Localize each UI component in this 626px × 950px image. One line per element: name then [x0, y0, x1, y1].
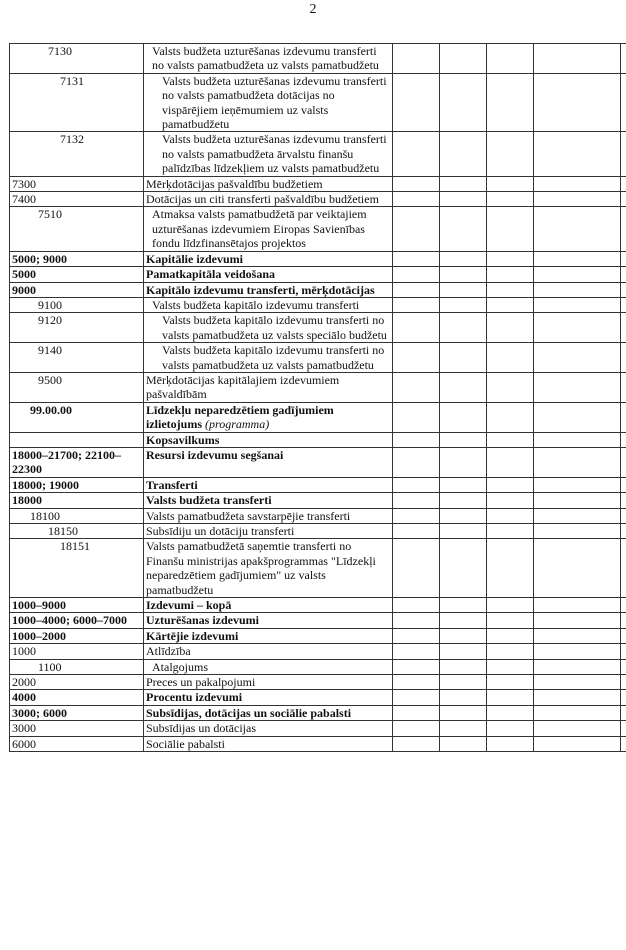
- value-cell-4: [534, 613, 621, 628]
- row-description-text: Atmaksa valsts pamatbudžetā par veiktajiem uzturēšanas izdevumiem Eiropas Savienības fondu līdzfinansētajos projektos: [152, 207, 367, 251]
- table-row: [10, 192, 626, 207]
- table-row: [10, 675, 626, 690]
- row-code: 9120: [10, 313, 144, 343]
- row-description: [144, 132, 393, 176]
- value-cell-1: [393, 690, 440, 705]
- value-cell-4: [534, 267, 621, 282]
- value-cell-2: [440, 297, 487, 312]
- value-cell-5: [621, 721, 626, 736]
- value-cell-4: [534, 432, 621, 447]
- value-cell-1: [393, 644, 440, 659]
- value-cell-1: [393, 628, 440, 643]
- value-cell-5: [621, 192, 626, 207]
- value-cell-1: [393, 705, 440, 720]
- value-cell-4: [534, 282, 621, 297]
- value-cell-5: [621, 736, 626, 751]
- row-code: 7131: [10, 73, 144, 132]
- table-row: [10, 721, 626, 736]
- row-description-text: Kārtējie izdevumi: [146, 628, 239, 643]
- value-cell-1: [393, 251, 440, 266]
- row-description-text: Subsīdijas, dotācijas un sociālie pabalsti: [146, 705, 352, 720]
- value-cell-3: [487, 598, 534, 613]
- table-body: [10, 44, 626, 752]
- row-description-text: Valsts budžeta uzturēšanas izdevumu transferti no valsts pamatbudžeta ārvalstu finanšu palīdzības līdzekļiem uz valsts pamatbudžetu: [162, 132, 387, 176]
- table-row: [10, 628, 626, 643]
- budget-classification-table: [9, 43, 626, 752]
- value-cell-1: [393, 207, 440, 251]
- value-cell-5: [621, 297, 626, 312]
- value-cell-3: [487, 690, 534, 705]
- row-description-text: Izdevumi – kopā: [146, 598, 232, 613]
- value-cell-1: [393, 721, 440, 736]
- table-row: [10, 644, 626, 659]
- value-cell-4: [534, 44, 621, 74]
- value-cell-2: [440, 659, 487, 674]
- table-row: [10, 207, 626, 251]
- row-description-text: Valsts budžeta kapitālo izdevumu transferti no valsts pamatbudžeta uz valsts speciālo budžetu: [162, 313, 387, 342]
- row-code: 7132: [10, 132, 144, 176]
- row-description-text: Kapitālo izdevumu transferti, mērķdotācijas: [146, 282, 375, 297]
- table-row: [10, 613, 626, 628]
- row-description: [144, 721, 393, 736]
- row-code: 2000: [10, 675, 144, 690]
- value-cell-2: [440, 721, 487, 736]
- table-row: [10, 402, 626, 432]
- row-code: 18000–21700; 22100–22300: [10, 447, 144, 477]
- value-cell-4: [534, 539, 621, 598]
- value-cell-2: [440, 402, 487, 432]
- value-cell-5: [621, 313, 626, 343]
- row-description: [144, 251, 393, 266]
- value-cell-3: [487, 644, 534, 659]
- table-row: [10, 659, 626, 674]
- table-row: [10, 690, 626, 705]
- row-code: 18000; 19000: [10, 477, 144, 492]
- row-description-text: Valsts pamatbudžeta savstarpējie transferti: [146, 508, 351, 523]
- row-description: [144, 493, 393, 508]
- table-row: [10, 477, 626, 492]
- row-description: [144, 628, 393, 643]
- row-code: [10, 432, 144, 447]
- value-cell-2: [440, 628, 487, 643]
- table-row: [10, 372, 626, 402]
- row-code: 7300: [10, 176, 144, 191]
- value-cell-1: [393, 447, 440, 477]
- value-cell-4: [534, 628, 621, 643]
- row-description: [144, 613, 393, 628]
- value-cell-2: [440, 73, 487, 132]
- row-description-text: Subsīdijas un dotācijas: [146, 721, 256, 736]
- value-cell-4: [534, 402, 621, 432]
- value-cell-5: [621, 690, 626, 705]
- row-description-note: (programma): [205, 417, 270, 432]
- row-description-text: Līdzekļu neparedzētiem gadījumiem izlietojums: [146, 402, 334, 432]
- value-cell-5: [621, 524, 626, 539]
- value-cell-2: [440, 176, 487, 191]
- row-description-text: Mērķdotācijas kapitālajiem izdevumiem pašvaldībām: [146, 372, 340, 402]
- value-cell-2: [440, 207, 487, 251]
- row-code: 3000; 6000: [10, 705, 144, 720]
- value-cell-2: [440, 132, 487, 176]
- row-code: 4000: [10, 690, 144, 705]
- row-description: [144, 267, 393, 282]
- value-cell-4: [534, 251, 621, 266]
- table-row: [10, 493, 626, 508]
- value-cell-4: [534, 132, 621, 176]
- value-cell-5: [621, 176, 626, 191]
- value-cell-3: [487, 613, 534, 628]
- row-description: [144, 477, 393, 492]
- value-cell-3: [487, 493, 534, 508]
- value-cell-2: [440, 343, 487, 373]
- row-description: [144, 402, 393, 432]
- row-description: [144, 644, 393, 659]
- value-cell-3: [487, 524, 534, 539]
- row-description: [144, 343, 393, 373]
- value-cell-1: [393, 493, 440, 508]
- row-description-text: Valsts budžeta kapitālo izdevumu transferti no valsts pamatbudžeta uz valsts pamatbudžetu: [162, 343, 385, 372]
- value-cell-2: [440, 432, 487, 447]
- value-cell-3: [487, 721, 534, 736]
- value-cell-1: [393, 372, 440, 402]
- value-cell-3: [487, 192, 534, 207]
- row-code: 7130: [10, 44, 144, 74]
- row-code: 5000: [10, 267, 144, 282]
- row-description-text: Procentu izdevumi: [146, 690, 243, 705]
- row-description-text: Valsts budžeta transferti: [146, 493, 272, 508]
- table-row: [10, 705, 626, 720]
- value-cell-4: [534, 736, 621, 751]
- value-cell-2: [440, 44, 487, 74]
- row-description-text: Pamatkapitāla veidošana: [146, 267, 276, 282]
- value-cell-2: [440, 372, 487, 402]
- row-description: [144, 705, 393, 720]
- value-cell-1: [393, 73, 440, 132]
- table-row: [10, 447, 626, 477]
- value-cell-2: [440, 447, 487, 477]
- row-code: 1000–4000; 6000–7000: [10, 613, 144, 628]
- value-cell-4: [534, 313, 621, 343]
- row-description: [144, 736, 393, 751]
- row-code: 1000: [10, 644, 144, 659]
- row-code: 18100: [10, 508, 144, 523]
- value-cell-5: [621, 343, 626, 373]
- row-code: 9140: [10, 343, 144, 373]
- value-cell-5: [621, 613, 626, 628]
- table-row: [10, 736, 626, 751]
- value-cell-3: [487, 372, 534, 402]
- value-cell-1: [393, 524, 440, 539]
- row-code: 6000: [10, 736, 144, 751]
- page-number: 2: [309, 2, 317, 17]
- row-description-text: Kopsavilkums: [146, 432, 220, 447]
- value-cell-2: [440, 313, 487, 343]
- row-description: [144, 207, 393, 251]
- row-code: 9000: [10, 282, 144, 297]
- row-description: [144, 44, 393, 74]
- value-cell-3: [487, 705, 534, 720]
- value-cell-2: [440, 267, 487, 282]
- row-description: [144, 690, 393, 705]
- value-cell-3: [487, 343, 534, 373]
- value-cell-2: [440, 675, 487, 690]
- value-cell-2: [440, 539, 487, 598]
- row-description-text: Resursi izdevumu segšanai: [146, 447, 284, 462]
- value-cell-3: [487, 251, 534, 266]
- value-cell-3: [487, 282, 534, 297]
- value-cell-1: [393, 402, 440, 432]
- value-cell-3: [487, 73, 534, 132]
- value-cell-5: [621, 659, 626, 674]
- table-row: [10, 297, 626, 312]
- value-cell-5: [621, 675, 626, 690]
- value-cell-3: [487, 432, 534, 447]
- value-cell-2: [440, 282, 487, 297]
- value-cell-4: [534, 343, 621, 373]
- table-row: [10, 132, 626, 176]
- value-cell-4: [534, 508, 621, 523]
- value-cell-5: [621, 447, 626, 477]
- value-cell-2: [440, 690, 487, 705]
- table-row: [10, 282, 626, 297]
- table-row: [10, 524, 626, 539]
- row-description: [144, 447, 393, 477]
- row-description: [144, 192, 393, 207]
- row-description: [144, 297, 393, 312]
- value-cell-3: [487, 207, 534, 251]
- table-row: [10, 539, 626, 598]
- value-cell-1: [393, 297, 440, 312]
- row-code: 7510: [10, 207, 144, 251]
- value-cell-5: [621, 539, 626, 598]
- value-cell-3: [487, 628, 534, 643]
- row-code: 5000; 9000: [10, 251, 144, 266]
- row-code: 1000–9000: [10, 598, 144, 613]
- value-cell-5: [621, 628, 626, 643]
- value-cell-4: [534, 192, 621, 207]
- value-cell-3: [487, 539, 534, 598]
- row-description-text: Valsts budžeta uzturēšanas izdevumu transferti no valsts pamatbudžeta dotācijas no vispārējiem ieņēmumiem uz valsts pamatbudžetu: [162, 73, 387, 132]
- table-row: [10, 432, 626, 447]
- value-cell-1: [393, 736, 440, 751]
- value-cell-4: [534, 524, 621, 539]
- value-cell-5: [621, 432, 626, 447]
- row-description: [144, 524, 393, 539]
- value-cell-4: [534, 705, 621, 720]
- value-cell-5: [621, 598, 626, 613]
- row-description: [144, 539, 393, 598]
- row-description-text: Sociālie pabalsti: [146, 736, 225, 751]
- row-code: 18150: [10, 524, 144, 539]
- value-cell-4: [534, 372, 621, 402]
- value-cell-5: [621, 402, 626, 432]
- row-code: 1000–2000: [10, 628, 144, 643]
- row-description-text: Atlīdzība: [146, 644, 191, 659]
- value-cell-2: [440, 508, 487, 523]
- value-cell-5: [621, 372, 626, 402]
- value-cell-2: [440, 613, 487, 628]
- value-cell-3: [487, 402, 534, 432]
- value-cell-4: [534, 659, 621, 674]
- value-cell-1: [393, 598, 440, 613]
- value-cell-3: [487, 736, 534, 751]
- value-cell-5: [621, 44, 626, 74]
- row-code: 99.00.00: [10, 402, 144, 432]
- value-cell-1: [393, 267, 440, 282]
- row-description-text: Transferti: [146, 477, 198, 492]
- value-cell-2: [440, 477, 487, 492]
- value-cell-2: [440, 192, 487, 207]
- value-cell-1: [393, 432, 440, 447]
- row-code: 3000: [10, 721, 144, 736]
- value-cell-1: [393, 477, 440, 492]
- table-row: [10, 73, 626, 132]
- row-description: [144, 176, 393, 191]
- row-description: [144, 73, 393, 132]
- value-cell-1: [393, 613, 440, 628]
- value-cell-5: [621, 267, 626, 282]
- value-cell-1: [393, 343, 440, 373]
- value-cell-5: [621, 73, 626, 132]
- row-description-text: Dotācijas un citi transferti pašvaldību budžetiem: [146, 192, 379, 207]
- row-description: [144, 372, 393, 402]
- row-code: 18151: [10, 539, 144, 598]
- value-cell-3: [487, 297, 534, 312]
- value-cell-1: [393, 282, 440, 297]
- row-description: [144, 659, 393, 674]
- value-cell-1: [393, 192, 440, 207]
- value-cell-3: [487, 44, 534, 74]
- value-cell-5: [621, 477, 626, 492]
- value-cell-2: [440, 644, 487, 659]
- row-code: 1100: [10, 659, 144, 674]
- value-cell-2: [440, 493, 487, 508]
- value-cell-3: [487, 659, 534, 674]
- value-cell-1: [393, 675, 440, 690]
- value-cell-1: [393, 508, 440, 523]
- value-cell-4: [534, 493, 621, 508]
- value-cell-3: [487, 132, 534, 176]
- value-cell-3: [487, 313, 534, 343]
- value-cell-3: [487, 477, 534, 492]
- value-cell-4: [534, 675, 621, 690]
- row-description-text: Subsīdiju un dotāciju transferti: [146, 524, 295, 538]
- value-cell-3: [487, 675, 534, 690]
- value-cell-4: [534, 176, 621, 191]
- value-cell-5: [621, 207, 626, 251]
- table-row: [10, 44, 626, 74]
- value-cell-4: [534, 598, 621, 613]
- value-cell-1: [393, 659, 440, 674]
- value-cell-5: [621, 644, 626, 659]
- value-cell-2: [440, 524, 487, 539]
- value-cell-2: [440, 736, 487, 751]
- table-row: [10, 598, 626, 613]
- row-description-text: Preces un pakalpojumi: [146, 675, 256, 690]
- value-cell-3: [487, 447, 534, 477]
- row-description-text: Mērķdotācijas pašvaldību budžetiem: [146, 176, 323, 191]
- row-description: [144, 282, 393, 297]
- value-cell-1: [393, 313, 440, 343]
- row-description-text: Valsts budžeta uzturēšanas izdevumu transferti no valsts pamatbudžeta uz valsts pamatbudžetu: [152, 44, 379, 73]
- value-cell-5: [621, 132, 626, 176]
- value-cell-4: [534, 644, 621, 659]
- row-description-text: Valsts budžeta kapitālo izdevumu transferti: [152, 297, 360, 312]
- table-row: [10, 176, 626, 191]
- value-cell-4: [534, 690, 621, 705]
- value-cell-1: [393, 176, 440, 191]
- row-description-text: Kapitālie izdevumi: [146, 251, 243, 266]
- row-description: [144, 675, 393, 690]
- table-row: [10, 267, 626, 282]
- value-cell-1: [393, 539, 440, 598]
- value-cell-4: [534, 447, 621, 477]
- value-cell-5: [621, 705, 626, 720]
- table-row: [10, 251, 626, 266]
- value-cell-1: [393, 44, 440, 74]
- value-cell-5: [621, 282, 626, 297]
- value-cell-3: [487, 176, 534, 191]
- value-cell-4: [534, 73, 621, 132]
- row-code: 18000: [10, 493, 144, 508]
- value-cell-4: [534, 477, 621, 492]
- value-cell-4: [534, 721, 621, 736]
- value-cell-2: [440, 598, 487, 613]
- table-row: [10, 313, 626, 343]
- row-description: [144, 598, 393, 613]
- row-description-text: Uzturēšanas izdevumi: [146, 613, 259, 628]
- value-cell-2: [440, 705, 487, 720]
- row-code: 7400: [10, 192, 144, 207]
- value-cell-3: [487, 508, 534, 523]
- table-row: [10, 508, 626, 523]
- value-cell-2: [440, 251, 487, 266]
- value-cell-3: [487, 267, 534, 282]
- row-code: 9100: [10, 297, 144, 312]
- value-cell-5: [621, 508, 626, 523]
- table-row: [10, 343, 626, 373]
- value-cell-1: [393, 132, 440, 176]
- value-cell-4: [534, 207, 621, 251]
- row-description: [144, 313, 393, 343]
- value-cell-5: [621, 251, 626, 266]
- row-description-text: Valsts pamatbudžetā saņemtie transferti no Finanšu ministrijas apakšprogrammas "Līdzekļi neparedzētiem gadījumiem" uz valsts pamatbudžetu: [146, 539, 376, 597]
- row-code: 9500: [10, 372, 144, 402]
- value-cell-4: [534, 297, 621, 312]
- row-description: [144, 508, 393, 523]
- value-cell-5: [621, 493, 626, 508]
- row-description: [144, 432, 393, 447]
- row-description-text: Atalgojums: [152, 659, 208, 674]
